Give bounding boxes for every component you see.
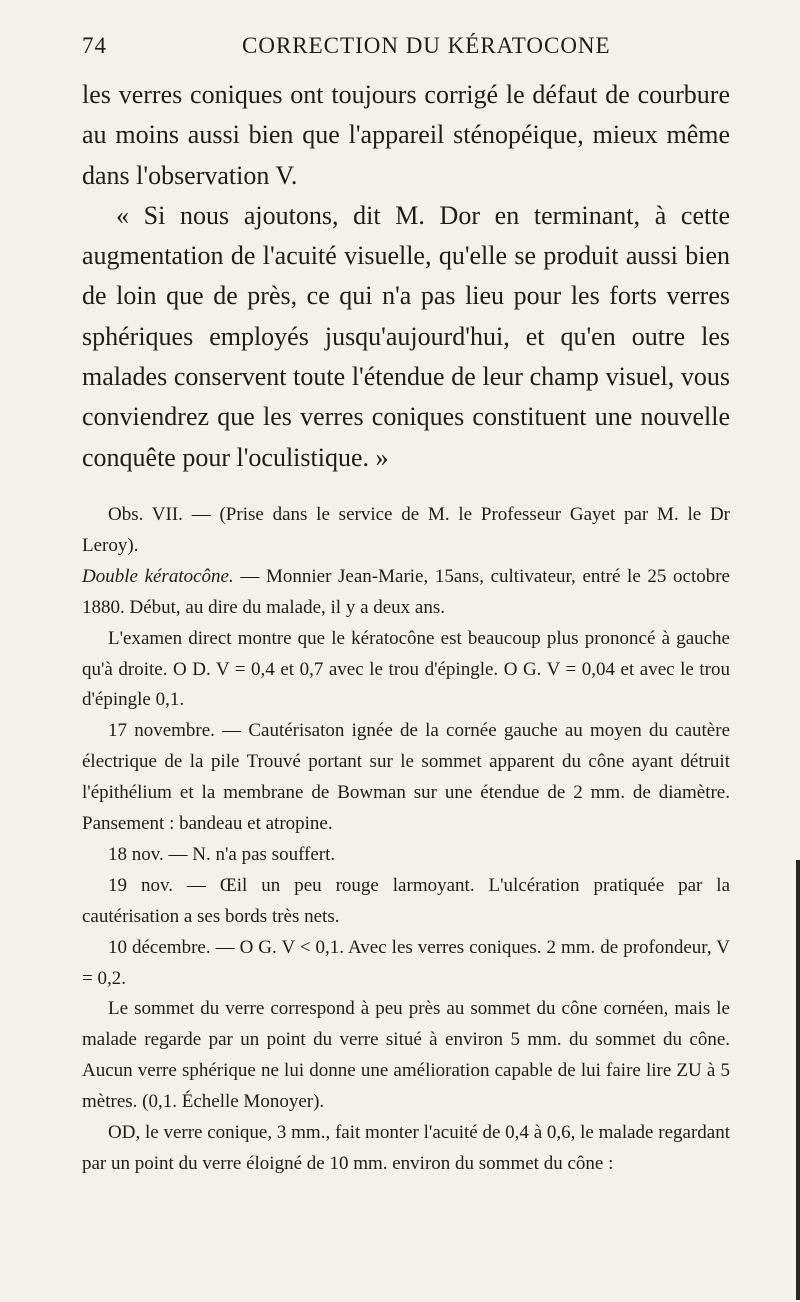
observation-heading: Obs. VII. — (Prise dans le service de M. le Professeur Gayet par M. le Dr Leroy). [82, 503, 730, 556]
observation-exam: L'examen direct montre que le kératocône est beaucoup plus prononcé à gauche qu'à droite. O D. V = 0,4 et 0,7 avec le trou d'épingle. O G. V = 0,04 et avec le trou d'épingle 0,1. [82, 627, 730, 711]
page-number: 74 [82, 33, 107, 58]
entry-dec-10: 10 décembre. — O G. V < 0,1. Avec les verres coniques. 2 mm. de profondeur, V = 0,2. [82, 936, 730, 989]
paragraph-quote: « Si nous ajoutons, dit M. Dor en terminant, à cette augmentation de l'acuité visuelle, qu'elle se produit aussi bien de loin que de près, ce qui n'a pas lieu pour les forts verres sphériques employés jusqu'aujourd'hui, et qu'en outre les malades conservent toute l'étendue de leur champ visuel, vous conviendrez que les verres coniques constituent une nouvelle conquête pour l'oculistique. » [82, 200, 730, 472]
observation-block [82, 500, 730, 1180]
entry-od: OD, le verre conique, 3 mm., fait monter l'acuité de 0,4 à 0,6, le malade regardant par un point du verre éloigné de 10 mm. environ du sommet du cône : [82, 1122, 730, 1174]
entry-nov-17: 17 novembre. — Cautérisaton ignée de la cornée gauche au moyen du cautère électrique de la pile Trouvé portant sur le sommet apparent du cône ayant détruit l'épithélium et la membrane de Bowman sur une étendue de 2 mm. de diamètre. Pansement : bandeau et atropine. [82, 720, 730, 835]
observation-patient [82, 562, 730, 624]
main-text [82, 75, 730, 478]
paragraph-1: les verres coniques ont toujours corrigé le défaut de courbure au moins aussi bien que l'appareil sténopéique, mieux même dans l'observation V. [82, 80, 730, 190]
patient-info: — Monnier Jean-Marie, 15ans, cultivateur, entré le 25 octobre 1880. Début, au dire du malade, il y a deux ans. [82, 565, 730, 618]
diagnosis: Double kératocône. [82, 565, 234, 587]
entry-nov-18: 18 nov. — N. n'a pas souffert. [108, 843, 336, 865]
page-edge-shadow [796, 860, 800, 1300]
entry-sommet: Le sommet du verre correspond à peu près au sommet du cône cornéen, mais le malade regarde par un point du verre situé à environ 5 mm. du sommet du cône. Aucun verre sphérique ne lui donne une amélioration capable de lui faire lire ZU à 5 mètres. (0,1. Échelle Monoyer). [82, 998, 730, 1113]
running-title: CORRECTION DU KÉRATOCONE [242, 33, 611, 58]
page-header [82, 33, 732, 63]
entry-nov-19: 19 nov. — Œil un peu rouge larmoyant. L'ulcération pratiquée par la cautérisation a ses bords très nets. [82, 874, 730, 927]
page-body [82, 75, 730, 1180]
